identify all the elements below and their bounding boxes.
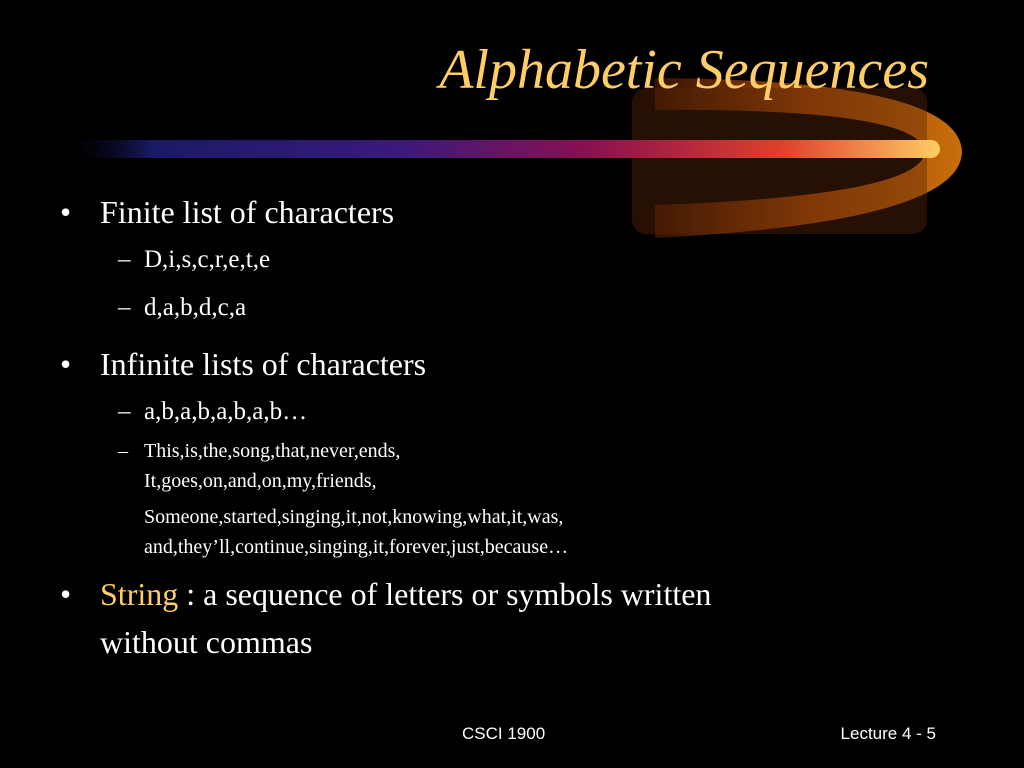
bullet-text: Infinite lists of characters [100,346,427,382]
bullet-infinite-lists [60,340,960,388]
bullet-text-line2: without commas [100,624,313,660]
song-line: It,goes,on,and,on,my,friends, [144,470,377,492]
bullet-text: : a sequence of letters or symbols written [178,576,712,612]
song-line: Someone,started,singing,it,not,knowing,what,it,was, [144,506,564,528]
bullet-text: Finite list of characters [100,194,395,230]
song-line: This,is,the,song,that,never,ends, [144,440,401,462]
footer-page-number: Lecture 4 - 5 [840,724,936,743]
subitem-discrete [60,236,960,284]
subitem-text: D,i,s,c,r,e,t,e [144,246,271,273]
dash-mark: – [118,246,131,273]
dash-mark: – [118,440,128,462]
bullet-mark: • [60,576,72,612]
slide-title: Alphabetic Sequences [439,39,929,101]
subitem-song [60,436,960,562]
bullet-mark: • [60,194,72,230]
song-line: and,they’ll,continue,singing,it,forever,just,because… [144,536,569,558]
dash-mark: – [118,398,131,425]
subitem-abab [60,388,960,436]
subitem-text: d,a,b,d,c,a [144,294,247,321]
gradient-bar [64,140,940,158]
dash-mark: – [118,294,131,321]
subitem-dabdca [60,284,960,332]
bullet-string-continuation [60,618,960,666]
slide-content [60,188,960,666]
string-term: String [100,576,179,612]
footer-course: CSCI 1900 [462,724,546,743]
bullet-finite-list [60,188,960,236]
subitem-text: a,b,a,b,a,b,a,b… [144,398,308,425]
bullet-mark: • [60,346,72,382]
bullet-string-definition [60,570,960,618]
